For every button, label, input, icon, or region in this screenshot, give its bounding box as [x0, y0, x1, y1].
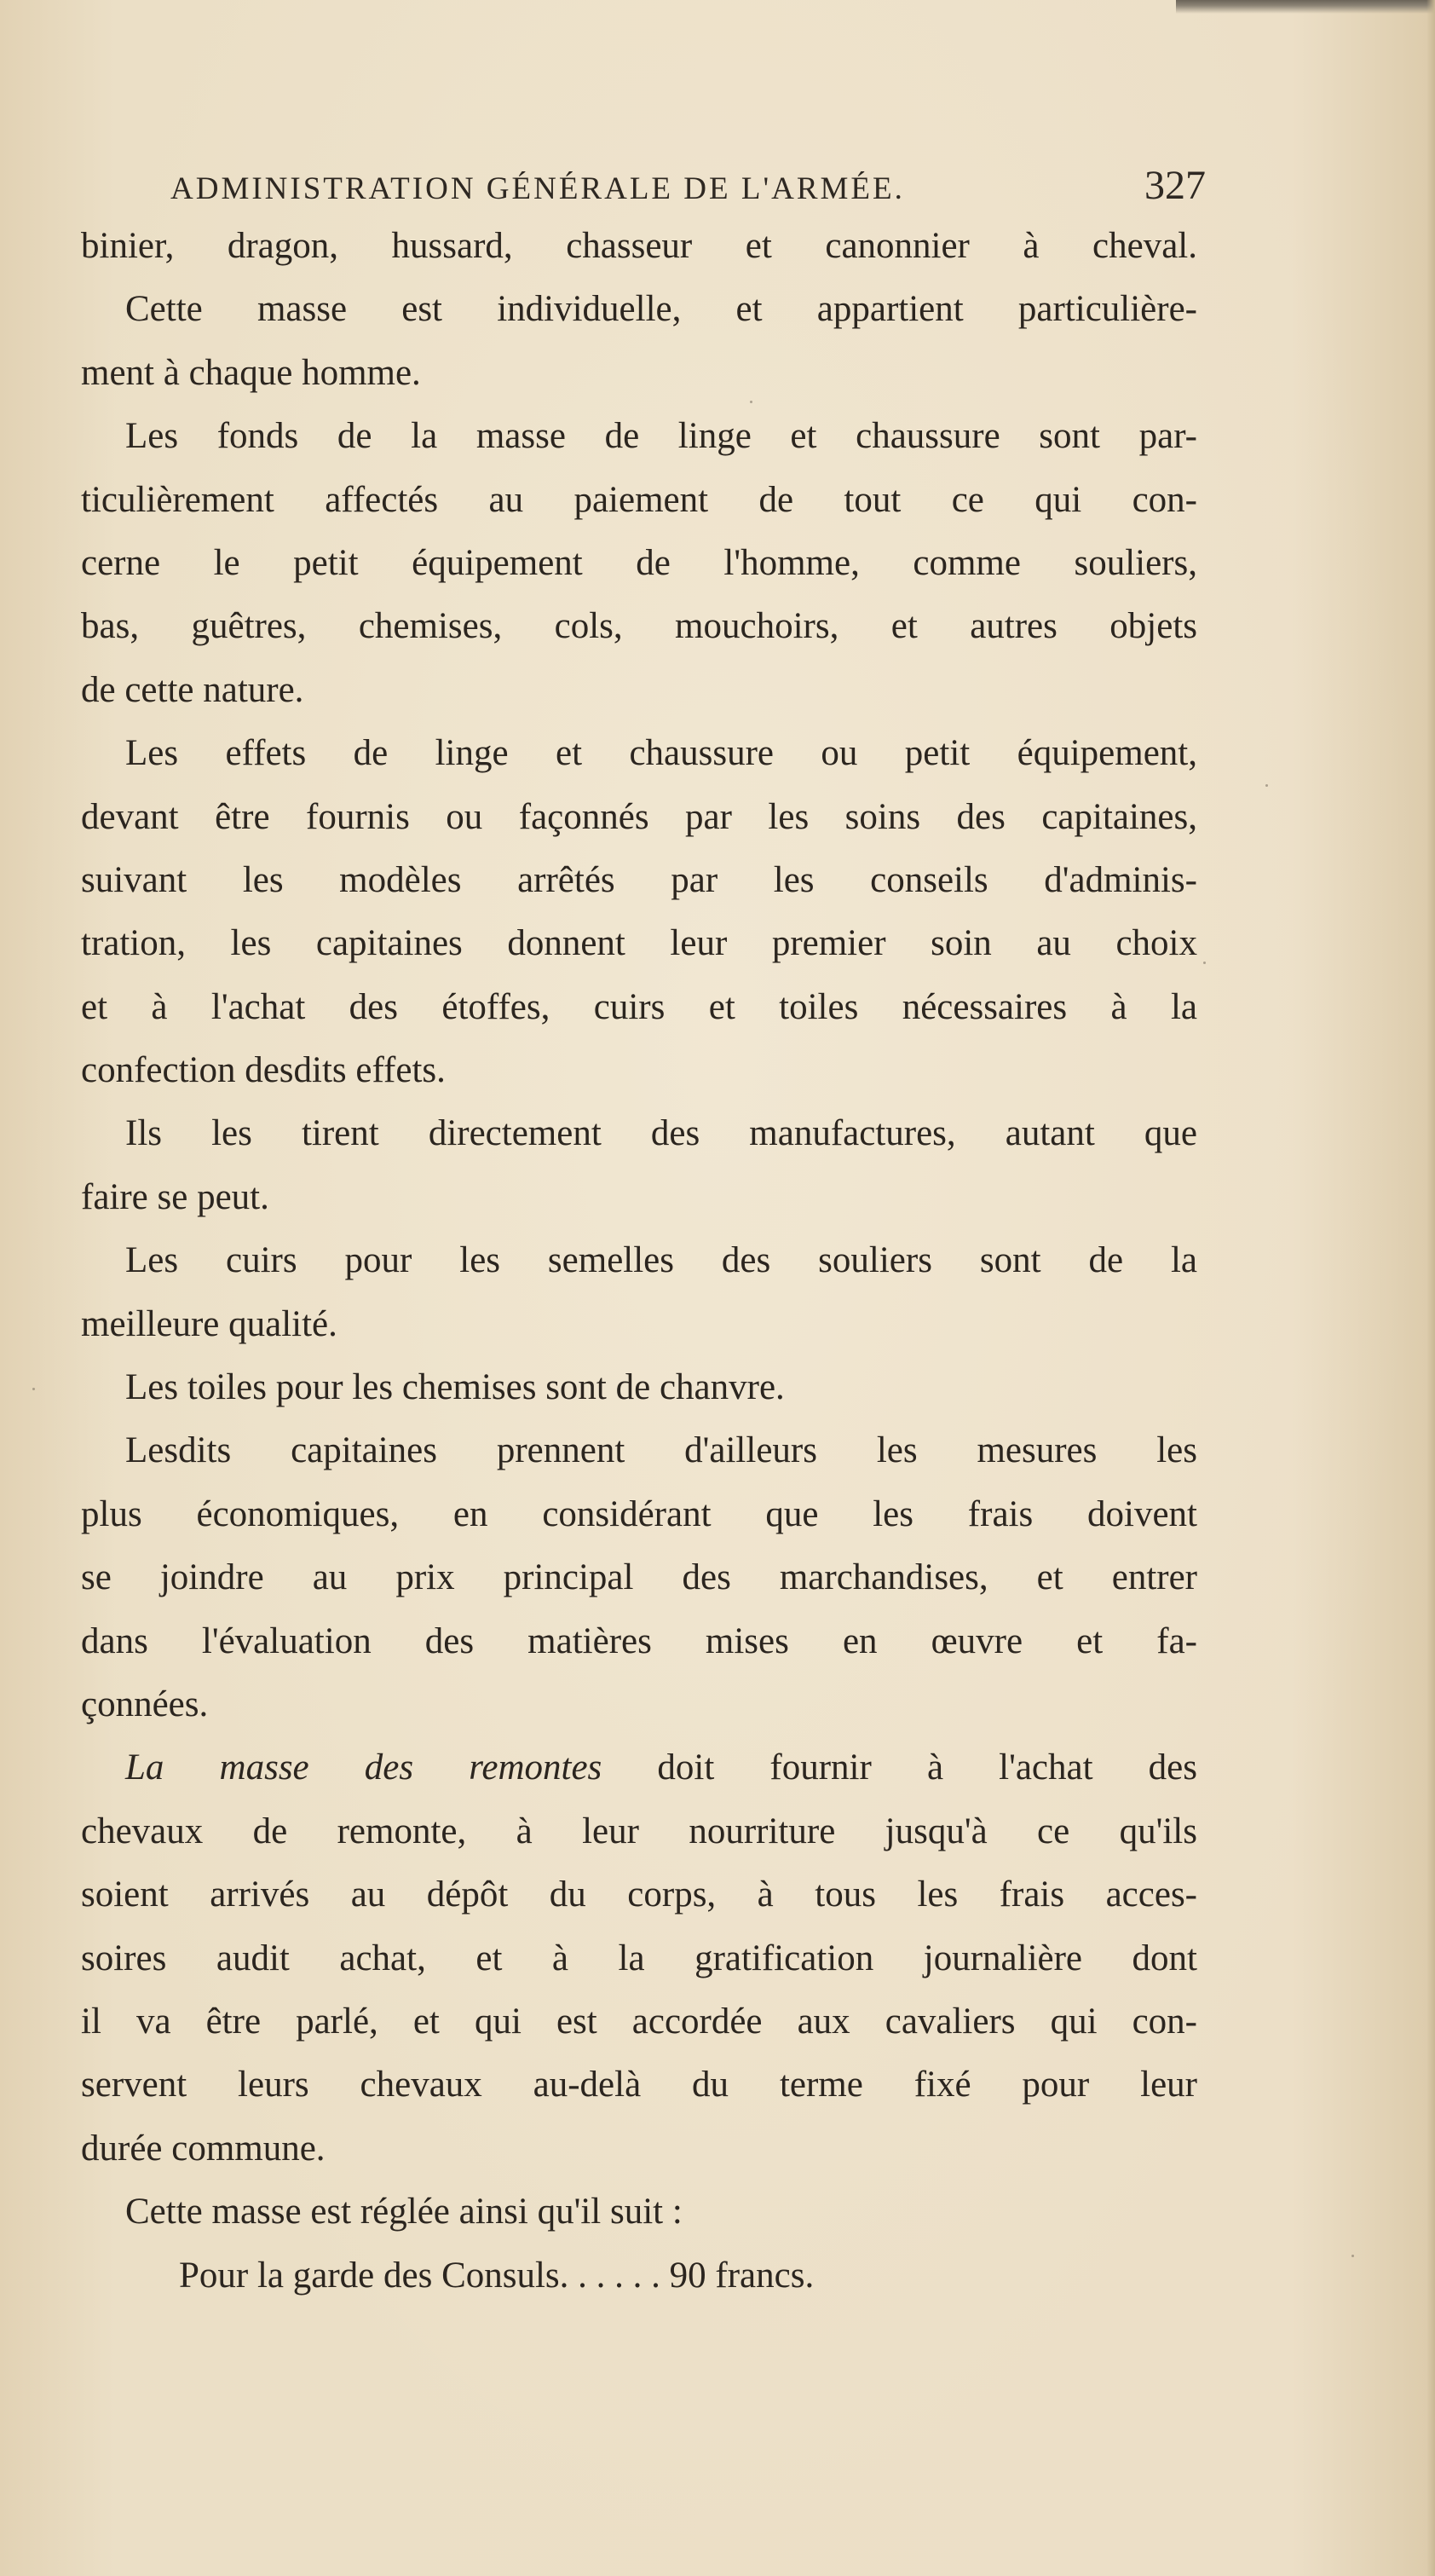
paper-speck [32, 1388, 35, 1390]
text-line-content: ment à chaque homme. [81, 352, 421, 393]
text-line [81, 1229, 1197, 1292]
text-line-content: durée commune. [81, 2128, 326, 2169]
text-line [81, 976, 1197, 1039]
text-line [81, 1419, 1197, 1482]
text-line [81, 1990, 1197, 2053]
text-line-content: Cette masse est réglée ainsi qu'il suit : [125, 2192, 683, 2232]
text-line [81, 1483, 1197, 1546]
paper-speck [1351, 2255, 1354, 2257]
text-line [81, 1736, 1197, 1799]
text-line [81, 1166, 1197, 1229]
text-line [81, 278, 1197, 341]
text-line-content: Les toiles pour les chemises sont de chanvre. [125, 1367, 785, 1408]
text-line [81, 1927, 1197, 1990]
text-line [81, 2117, 1197, 2180]
text-line [81, 2244, 1197, 2307]
text-line-content: soient arrivés au dépôt du corps, à tous les frais acces- [81, 1874, 1197, 1915]
text-line [81, 659, 1197, 722]
text-line-content: Pour la garde des Consuls. . . . . . 90 francs. [179, 2255, 815, 2296]
text-line-content: servent leurs chevaux au-delà du terme fixé pour leur [81, 2065, 1197, 2105]
text-line-content: Les fonds de la masse de linge et chaussure sont par- [125, 416, 1197, 457]
text-line [81, 849, 1197, 912]
text-line-content: doit fournir à l'achat des [602, 1747, 1197, 1788]
text-line [81, 2053, 1197, 2117]
text-line [81, 1863, 1197, 1926]
page-edge-gutter [1426, 0, 1435, 2576]
body-text [81, 215, 1197, 2307]
text-line-content: Cette masse est individuelle, et appartient particulière- [125, 289, 1197, 330]
text-line-content: binier, dragon, hussard, chasseur et canonnier à cheval. [81, 226, 1197, 266]
text-line [81, 1039, 1197, 1102]
text-line-content: Ils les tirent directement des manufactures, autant que [125, 1113, 1197, 1154]
text-line-content: suivant les modèles arrêtés par les conseils d'adminis- [81, 859, 1197, 900]
text-line-content: Les cuirs pour les semelles des souliers sont de la [125, 1240, 1197, 1281]
text-line [81, 1293, 1197, 1356]
paper-speck [1265, 784, 1268, 787]
text-line-content: tration, les capitaines donnent leur premier soin au choix [81, 923, 1197, 964]
text-line [81, 2180, 1197, 2244]
text-line-content: et à l'achat des étoffes, cuirs et toiles nécessaires à la [81, 986, 1197, 1027]
text-line [81, 912, 1197, 975]
text-line [81, 722, 1197, 785]
text-line-content: se joindre au prix principal des marchandises, et entrer [81, 1557, 1197, 1598]
text-line [81, 532, 1197, 595]
text-line [81, 1356, 1197, 1419]
text-line-content: bas, guêtres, chemises, cols, mouchoirs, et autres objets [81, 606, 1197, 647]
text-line-content: devant être fournis ou façonnés par les soins des capitaines, [81, 796, 1197, 837]
paper-speck [1203, 962, 1206, 964]
text-line-content: faire se peut. [81, 1176, 269, 1217]
text-line [81, 1546, 1197, 1609]
text-line-content: de cette nature. [81, 669, 304, 710]
text-line-content: confection desdits effets. [81, 1050, 446, 1091]
text-line-content: il va être parlé, et qui est accordée aux cavaliers qui con- [81, 2001, 1197, 2042]
running-header [170, 162, 1206, 209]
text-line-content: Les effets de linge et chaussure ou petit équipement, [125, 733, 1197, 774]
text-line [81, 215, 1197, 278]
text-line [81, 1102, 1197, 1165]
text-line [81, 786, 1197, 849]
text-line-content: cerne le petit équipement de l'homme, comme souliers, [81, 542, 1197, 583]
italic-term: La masse des remontes [125, 1747, 602, 1788]
running-title: ADMINISTRATION GÉNÉRALE DE L'ARMÉE. [170, 171, 905, 206]
text-line-content: soires audit achat, et à la gratification journalière dont [81, 1938, 1197, 1978]
paper-speck [750, 401, 752, 403]
text-line-content: plus économiques, en considérant que les frais doivent [81, 1493, 1197, 1534]
text-line-content: chevaux de remonte, à leur nourriture jusqu'à ce qu'ils [81, 1811, 1197, 1851]
text-line [81, 1610, 1197, 1673]
text-line-content: çonnées. [81, 1684, 209, 1724]
text-line [81, 1673, 1197, 1736]
text-line-content: meilleure qualité. [81, 1303, 337, 1344]
text-line-content: Lesdits capitaines prennent d'ailleurs les mesures les [125, 1430, 1197, 1471]
text-line [81, 405, 1197, 468]
page-number: 327 [1144, 163, 1206, 208]
page-edge-shadow [1176, 0, 1435, 14]
text-line [81, 469, 1197, 532]
text-line-content: ticulièrement affectés au paiement de tout ce qui con- [81, 479, 1197, 520]
text-line [81, 595, 1197, 658]
text-line-content: dans l'évaluation des matières mises en œuvre et fa- [81, 1620, 1197, 1661]
text-line [81, 1800, 1197, 1863]
text-line [81, 342, 1197, 405]
